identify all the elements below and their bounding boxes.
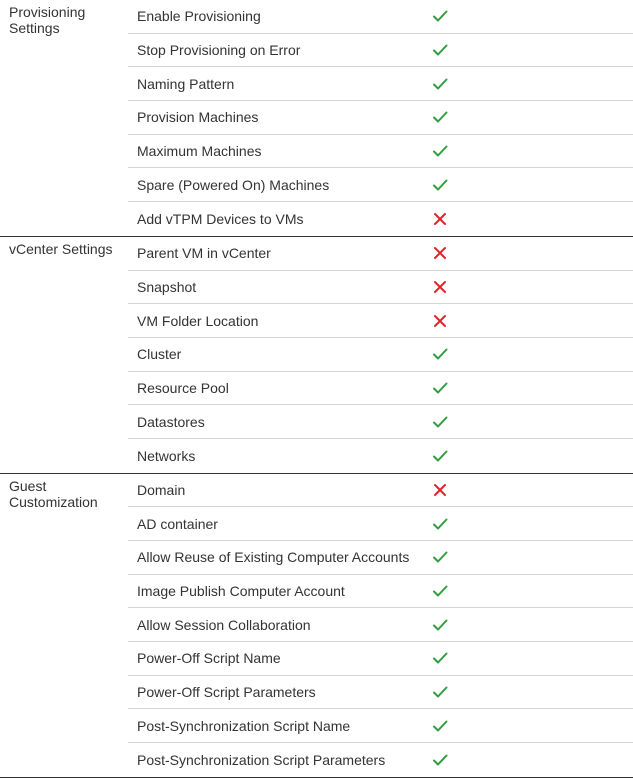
setting-label: Allow Reuse of Existing Computer Accounts: [137, 549, 410, 566]
check-icon: [432, 42, 448, 58]
status-mark: [425, 109, 455, 125]
setting-row: [128, 405, 633, 439]
setting-row: [128, 338, 633, 372]
check-icon: [432, 617, 448, 633]
cross-icon: [432, 313, 448, 329]
setting-label: Add vTPM Devices to VMs: [137, 210, 304, 227]
status-mark: [425, 279, 455, 295]
setting-row: [128, 474, 633, 508]
setting-row: [128, 642, 633, 676]
setting-label: AD container: [137, 515, 218, 532]
status-mark: [425, 650, 455, 666]
settings-group: [0, 474, 633, 778]
status-mark: [425, 380, 455, 396]
setting-row: [128, 439, 633, 473]
status-mark: [425, 516, 455, 532]
group-rows: [128, 0, 633, 236]
status-mark: [425, 482, 455, 498]
setting-label: Domain: [137, 481, 186, 498]
setting-label: Maximum Machines: [137, 143, 262, 160]
setting-row: [128, 608, 633, 642]
status-mark: [425, 752, 455, 768]
status-mark: [425, 718, 455, 734]
status-mark: [425, 313, 455, 329]
setting-row: [128, 168, 633, 202]
group-rows: [128, 474, 633, 777]
status-mark: [425, 617, 455, 633]
status-mark: [425, 42, 455, 58]
cross-icon: [432, 279, 448, 295]
status-mark: [425, 177, 455, 193]
check-icon: [432, 76, 448, 92]
setting-row: [128, 34, 633, 68]
setting-label: Post-Synchronization Script Name: [137, 717, 351, 734]
setting-label: Allow Session Collaboration: [137, 616, 311, 633]
setting-label: Parent VM in vCenter: [137, 245, 271, 262]
cross-icon: [432, 482, 448, 498]
setting-row: [128, 237, 633, 271]
setting-label: Spare (Powered On) Machines: [137, 176, 330, 193]
setting-label: Datastores: [137, 413, 205, 430]
setting-row: [128, 709, 633, 743]
setting-label: Cluster: [137, 346, 182, 363]
check-icon: [432, 177, 448, 193]
setting-label: Networks: [137, 447, 196, 464]
status-mark: [425, 143, 455, 159]
setting-row: [128, 67, 633, 101]
setting-label: Power-Off Script Name: [137, 650, 281, 667]
cross-icon: [432, 245, 448, 261]
check-icon: [432, 684, 448, 700]
group-label: Guest Customization: [9, 477, 98, 510]
check-icon: [432, 414, 448, 430]
check-icon: [432, 380, 448, 396]
setting-row: [128, 202, 633, 236]
status-mark: [425, 448, 455, 464]
setting-label: Post-Synchronization Script Parameters: [137, 751, 386, 768]
setting-row: [128, 676, 633, 710]
group-label: vCenter Settings: [9, 240, 113, 257]
setting-label: VM Folder Location: [137, 312, 259, 329]
settings-group: [0, 237, 633, 474]
status-mark: [425, 245, 455, 261]
setting-row: [128, 507, 633, 541]
check-icon: [432, 516, 448, 532]
setting-row: [128, 304, 633, 338]
group-label: Provisioning Settings: [9, 4, 86, 36]
setting-row: [128, 541, 633, 575]
check-icon: [432, 8, 448, 24]
setting-label: Resource Pool: [137, 379, 229, 396]
status-mark: [425, 76, 455, 92]
status-mark: [425, 549, 455, 565]
status-mark: [425, 684, 455, 700]
setting-row: [128, 372, 633, 406]
settings-group: [0, 0, 633, 237]
check-icon: [432, 752, 448, 768]
setting-label: Enable Provisioning: [137, 8, 261, 25]
setting-label: Stop Provisioning on Error: [137, 42, 301, 59]
setting-row: [128, 575, 633, 609]
setting-row: [128, 101, 633, 135]
check-icon: [432, 650, 448, 666]
status-mark: [425, 8, 455, 24]
setting-row: [128, 0, 633, 34]
setting-row: [128, 271, 633, 305]
setting-label: Provision Machines: [137, 109, 259, 126]
group-rows: [128, 237, 633, 473]
check-icon: [432, 583, 448, 599]
status-mark: [425, 414, 455, 430]
check-icon: [432, 448, 448, 464]
status-mark: [425, 346, 455, 362]
check-icon: [432, 549, 448, 565]
setting-row: [128, 135, 633, 169]
setting-label: Naming Pattern: [137, 75, 235, 92]
check-icon: [432, 346, 448, 362]
setting-label: Snapshot: [137, 278, 197, 295]
cross-icon: [432, 211, 448, 227]
status-mark: [425, 211, 455, 227]
check-icon: [432, 109, 448, 125]
check-icon: [432, 143, 448, 159]
setting-label: Image Publish Computer Account: [137, 583, 345, 600]
status-mark: [425, 583, 455, 599]
setting-label: Power-Off Script Parameters: [137, 684, 316, 701]
check-icon: [432, 718, 448, 734]
